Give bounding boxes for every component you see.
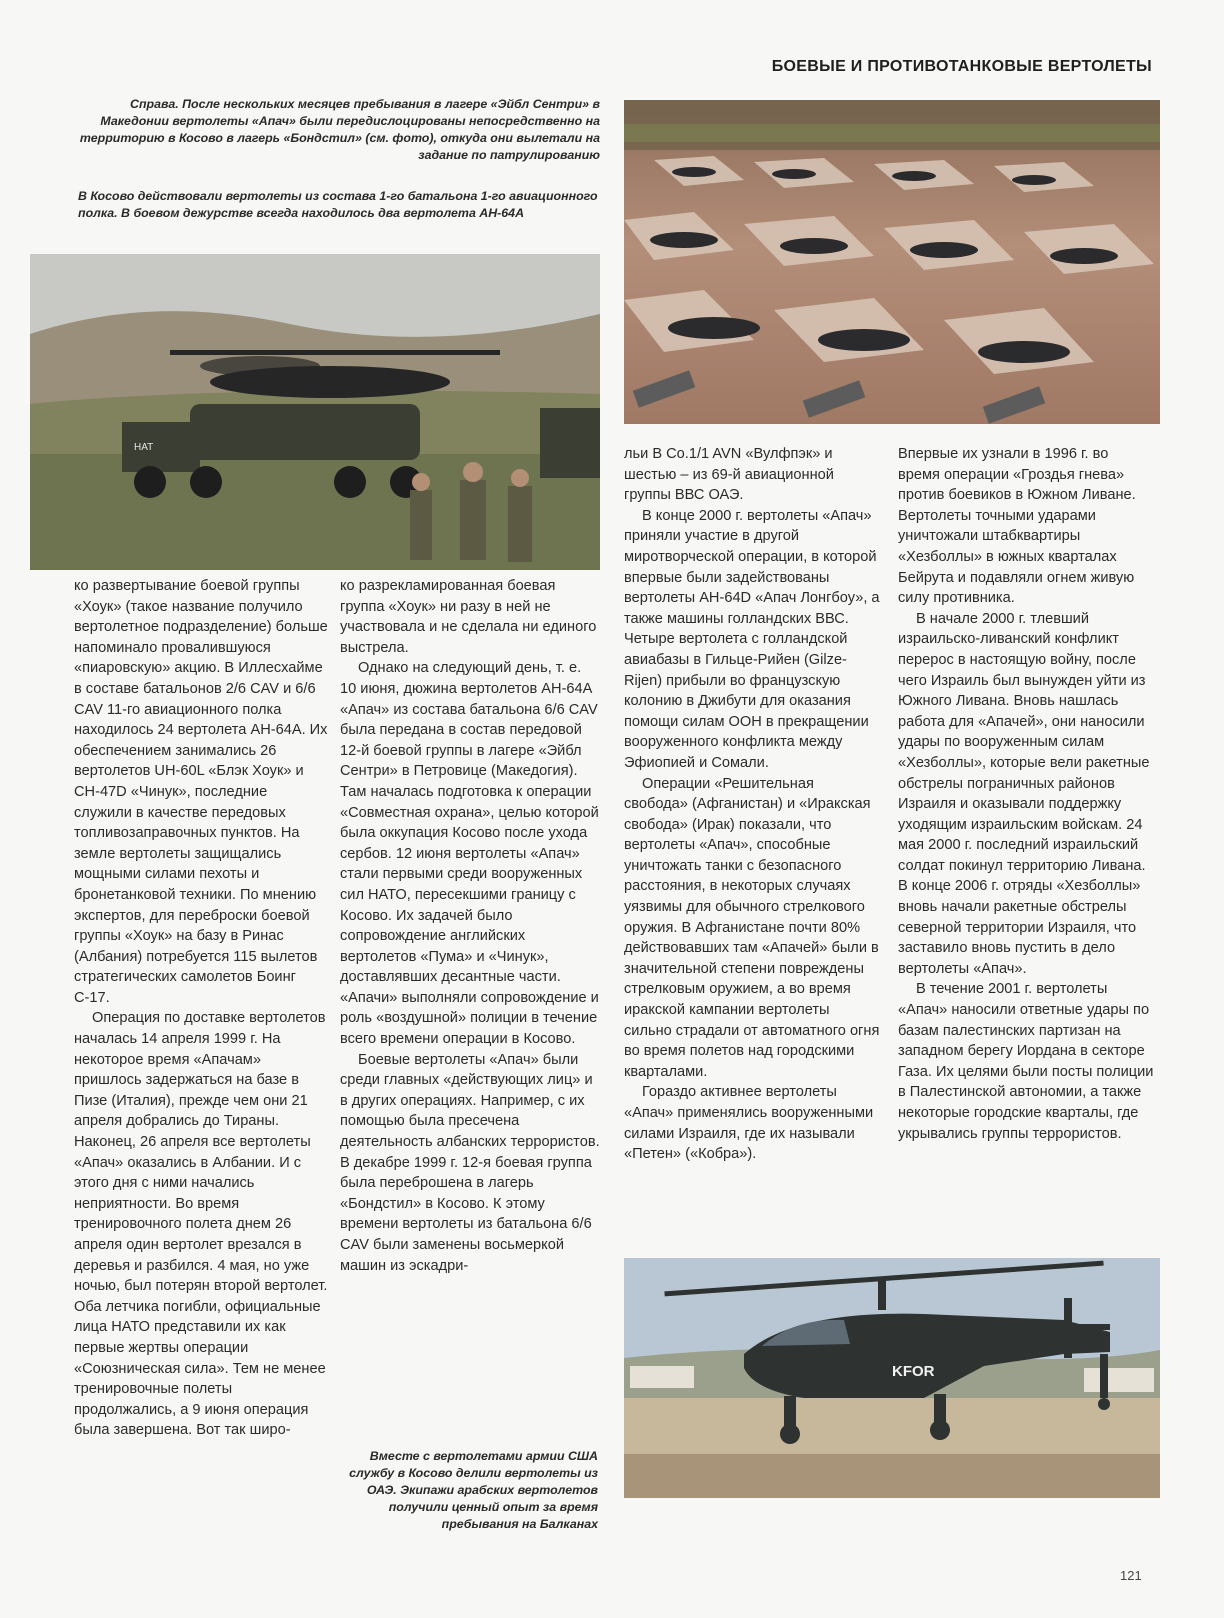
caption-kosovo-battalion: В Косово действовали вертолеты из состава 1-го батальона 1-го авиационного полка. В боевом дежурстве всегда находилось два вертолета АН-64А <box>78 189 598 220</box>
text-column-4 <box>898 444 1154 1144</box>
photo-kfor-helicopter <box>624 1258 1160 1498</box>
col3-para-1: льи B Co.1/1 AVN «Вулфпэк» и шестью – из 69-й авиационной группы ВВС ОАЭ. <box>624 446 834 504</box>
truck-marking: HAT <box>134 442 154 453</box>
col4-para-3: В течение 2001 г. вертолеты «Апач» наносили ответные удары по базам палестинских партизан на западном берегу Иордана в секторе Газа. Их целями были посты полиции в Палестинской автономии, а также некоторые городские кварталы, где укрывались группы террористов. <box>898 981 1154 1142</box>
col3-para-4: Гораздо активнее вертолеты «Апач» применялись вооруженными силами Израиля, где их называли «Петен» («Кобра»). <box>624 1084 874 1163</box>
col2-para-2: Однако на следующий день, т. е. 10 июня, дюжина вертолетов АН-64А «Апач» из состава батальона 6/6 CAV была передана в состав передовой 12-й боевой группы в лагере «Эйбл Сентри» в Петровице (Македогия). Там началась подготовка к операции «Совместная охрана», целью которой была оккупация Косово после ухода сербов. 12 июня вертолеты «Апач» стали первыми среди вооруженных сил НАТО, пересекшими границу с Косово. Их задачей было сопровождение английских вертолетов «Пума» и «Чинук», доставлявших десантные части. «Апачи» выполняли сопровождение и роль «воздушной» полиции в течение всего времени операции в Косово. <box>340 660 599 1048</box>
text-column-1 <box>74 576 328 1441</box>
col1-para-2: Операция по доставке вертолетов началась 14 апреля 1999 г. На некоторое время «Апачам» пришлось задержаться на базе в Пизе (Италия), прежде чем они 21 апреля добрались до Тираны. Наконец, 26 апреля все вертолеты «Апач» оказались в Албании. И с этого дня с ними начались неприятности. Во время тренировочного полета днем 26 апреля один вертолет врезался в деревья и разбился. 4 мая, но уже ночью, был потерян второй вертолет. Оба летчика погибли, официальные лица НАТО представили их как первые жертвы операции «Союзническая сила». Тем не менее тренировочные полеты продолжались, а 9 июня операция была завершена. Вот так широ- <box>74 1010 328 1439</box>
section-title: БОЕВЫЕ И ПРОТИВОТАНКОВЫЕ ВЕРТОЛЕТЫ <box>771 58 1152 75</box>
photo-airfield-helicopters <box>624 100 1160 424</box>
text-column-3 <box>624 444 880 1165</box>
col1-para-1: ко развертывание боевой группы «Хоук» (такое название получило вертолетное подразделение) больше напоминало провалившуюся «пиаровскую» акцию. В Иллесхайме в составе батальонов 2/6 CAV и 6/6 CAV 11-го авиационного полка находилось 24 вертолета АН-64А. Их обеспечением занимались 26 вертолетов UH-60L «Блэк Хоук» и CH-47D «Чинук», последние служили в качестве передовых топливозаправочных пунктов. На земле вертолеты защищались мощными силами пехоты и бронетанковой техники. По мнению экспертов, для переброски боевой группы «Хоук» на базу в Ринас (Албания) потребуется 115 вылетов стратегических самолетов Боинг С-17. <box>74 578 328 1006</box>
col2-para-1: ко разрекламированная боевая группа «Хоук» ни разу в ней не участвовала и не сделала ни единого выстрела. <box>340 578 597 656</box>
col3-para-2: В конце 2000 г. вертолеты «Апач» приняли участие в другой миротворческой операции, в которой впервые были задействованы вертолеты АН-64D «Апач Лонгбоу», а также машины голландских ВВС. Четыре вертолета с голландской авиабазы в Гильце-Рийен (Gilze-Rijen) прибыли во французскую колонию в Джибути для оказания помощи силам ООН в прекращении вооруженного конфликта между Эфиопией и Сомали. <box>624 507 880 771</box>
col3-para-3: Операции «Решительная свобода» (Афганистан) и «Иракская свобода» (Ирак) показали, что вертолеты «Апач», способные уничтожать танки с безопасного расстояния, в некоторых случаях уязвимы для обычного стрелкового оружия. В Афганистане почти 80% действовавших там «Апачей» были в значительной степени повреждены стрелковым оружием, а во время иракской кампании вертолеты сильно страдали от автоматного огня во время полетов над городскими кварталами. <box>624 775 880 1080</box>
text-column-2 <box>340 576 600 1276</box>
caption-camp-bondsteel: Справа. После нескольких месяцев пребывания в лагере «Эйбл Сентри» в Македонии вертолеты «Апач» были передислоцированы непосредственно на территорию в Косово в лагерь «Бондстил» (см. фото), откуда они вылетали на задание по патрулированию <box>79 97 600 162</box>
col2-para-3: Боевые вертолеты «Апач» были среди главных «действующих лиц» и в других операциях. Например, с их помощью была пресечена деятельность албанских террористов. В декабре 1999 г. 12-я боевая группа была переброшена в лагерь «Бондстил» в Косово. К этому времени вертолеты из батальона 6/6 CAV были заменены восьмеркой машин из эскадри- <box>340 1051 600 1274</box>
page-number: 121 <box>1120 1568 1142 1583</box>
photo-fuel-truck-soldiers <box>30 254 600 570</box>
col4-para-1: Впервые их узнали в 1996 г. во время операции «Гроздья гнева» против боевиков в Южном Ливане. Вертолеты точными ударами уничтожали штабквартиры «Хезболлы» в южных кварталах Бейрута и подавляли огнем живую силу противника. <box>898 446 1136 607</box>
caption-uae-helicopters: Вместе с вертолетами армии США службу в Косово делили вертолеты из ОАЭ. Экипажи арабских вертолетов получили ценный опыт за время пребывания на Балканах <box>349 1449 598 1531</box>
helicopter-marking: KFOR <box>892 1363 935 1380</box>
col4-para-2: В начале 2000 г. тлевший израильско-ливанский конфликт перерос в настоящую войну, после чего Израиль был вынужден уйти из Южного Ливана. Вновь нашлась работа для «Апачей», они наносили удары по вооруженным силам «Хезболлы», которые вели ракетные обстрелы пограничных районов Израиля и оказывали поддержку уходящим израильским войскам. 24 мая 2000 г. последний израильский солдат покинул территорию Ливана. В конце 2006 г. отряды «Хезболлы» вновь начали ракетные обстрелы северной территории Израиля, что заставило вновь пустить в дело вертолеты «Апач». <box>898 610 1150 977</box>
